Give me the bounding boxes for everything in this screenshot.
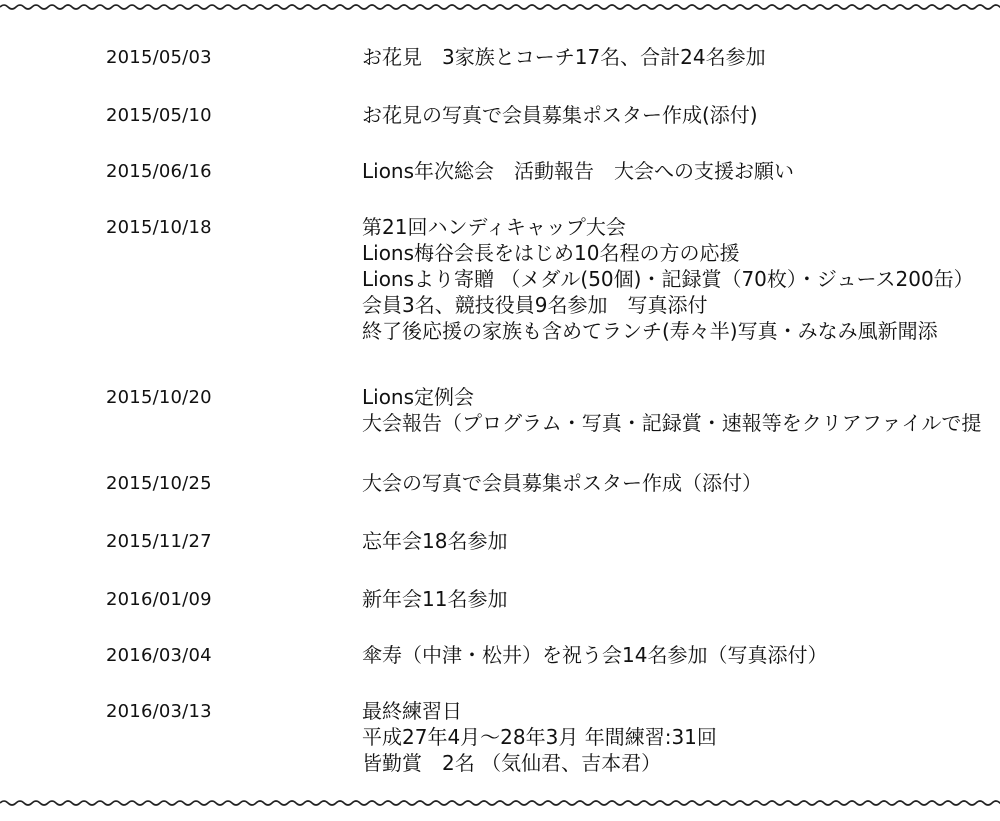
entry-description [362,44,1000,70]
entry-text-line: 終了後応援の家族も含めてランチ(寿々半)写真・みなみ風新聞添 [362,319,938,343]
entry-description [362,642,1000,668]
entry-date: 2015/10/20 [106,387,212,408]
entry-text-line: Lions梅谷会長をはじめ10名程の方の応援 [362,241,740,265]
entry-description [362,528,1000,554]
entry-date: 2016/03/04 [106,645,212,666]
entry-text-line: 忘年会18名参加 [362,529,508,553]
entry-text-line: Lions定例会 [362,385,475,409]
entry-text-line: 平成27年4月～28年3月 年間練習:31回 [362,725,717,749]
entry-text-line: 最終練習日 [362,699,462,723]
entry-text-line: 第21回ハンディキャップ大会 [362,215,626,239]
entry-description [362,698,1000,776]
bottom-wavy-border [0,796,1000,810]
entry-text-line: 新年会11名参加 [362,587,508,611]
entry-date: 2016/03/13 [106,701,212,722]
entry-text-line: Lions年次総会 活動報告 大会への支援お願い [362,159,795,183]
entry-date: 2015/10/25 [106,473,212,494]
entry-text-line: お花見の写真で会員募集ポスター作成(添付) [362,103,758,127]
entry-date: 2015/06/16 [106,161,212,182]
entry-text-line: お花見 3家族とコーチ17名、合計24名参加 [362,45,766,69]
entry-text-line: 会員3名、競技役員9名参加 写真添付 [362,293,708,317]
entry-date: 2015/05/03 [106,47,212,68]
entry-text-line: 傘寿（中津・松井）を祝う会14名参加（写真添付） [362,643,828,667]
entry-text-line: 大会報告（プログラム・写真・記録賞・速報等をクリアファイルで提 [362,411,982,435]
entry-description [362,102,1000,128]
entry-description [362,214,1000,344]
entry-date: 2016/01/09 [106,589,212,610]
entry-description [362,158,1000,184]
entry-text-line: Lionsより寄贈 （メダル(50個)・記録賞（70枚）・ジュース200缶） [362,267,974,291]
entry-text-line: 大会の写真で会員募集ポスター作成（添付） [362,471,762,495]
entry-date: 2015/05/10 [106,105,212,126]
entry-text-line: 皆勤賞 2名 （気仙君、吉本君） [362,751,662,775]
entry-description [362,384,1000,436]
entry-description [362,586,1000,612]
entry-description [362,470,1000,496]
entry-date: 2015/11/27 [106,531,212,552]
entry-date: 2015/10/18 [106,217,212,238]
